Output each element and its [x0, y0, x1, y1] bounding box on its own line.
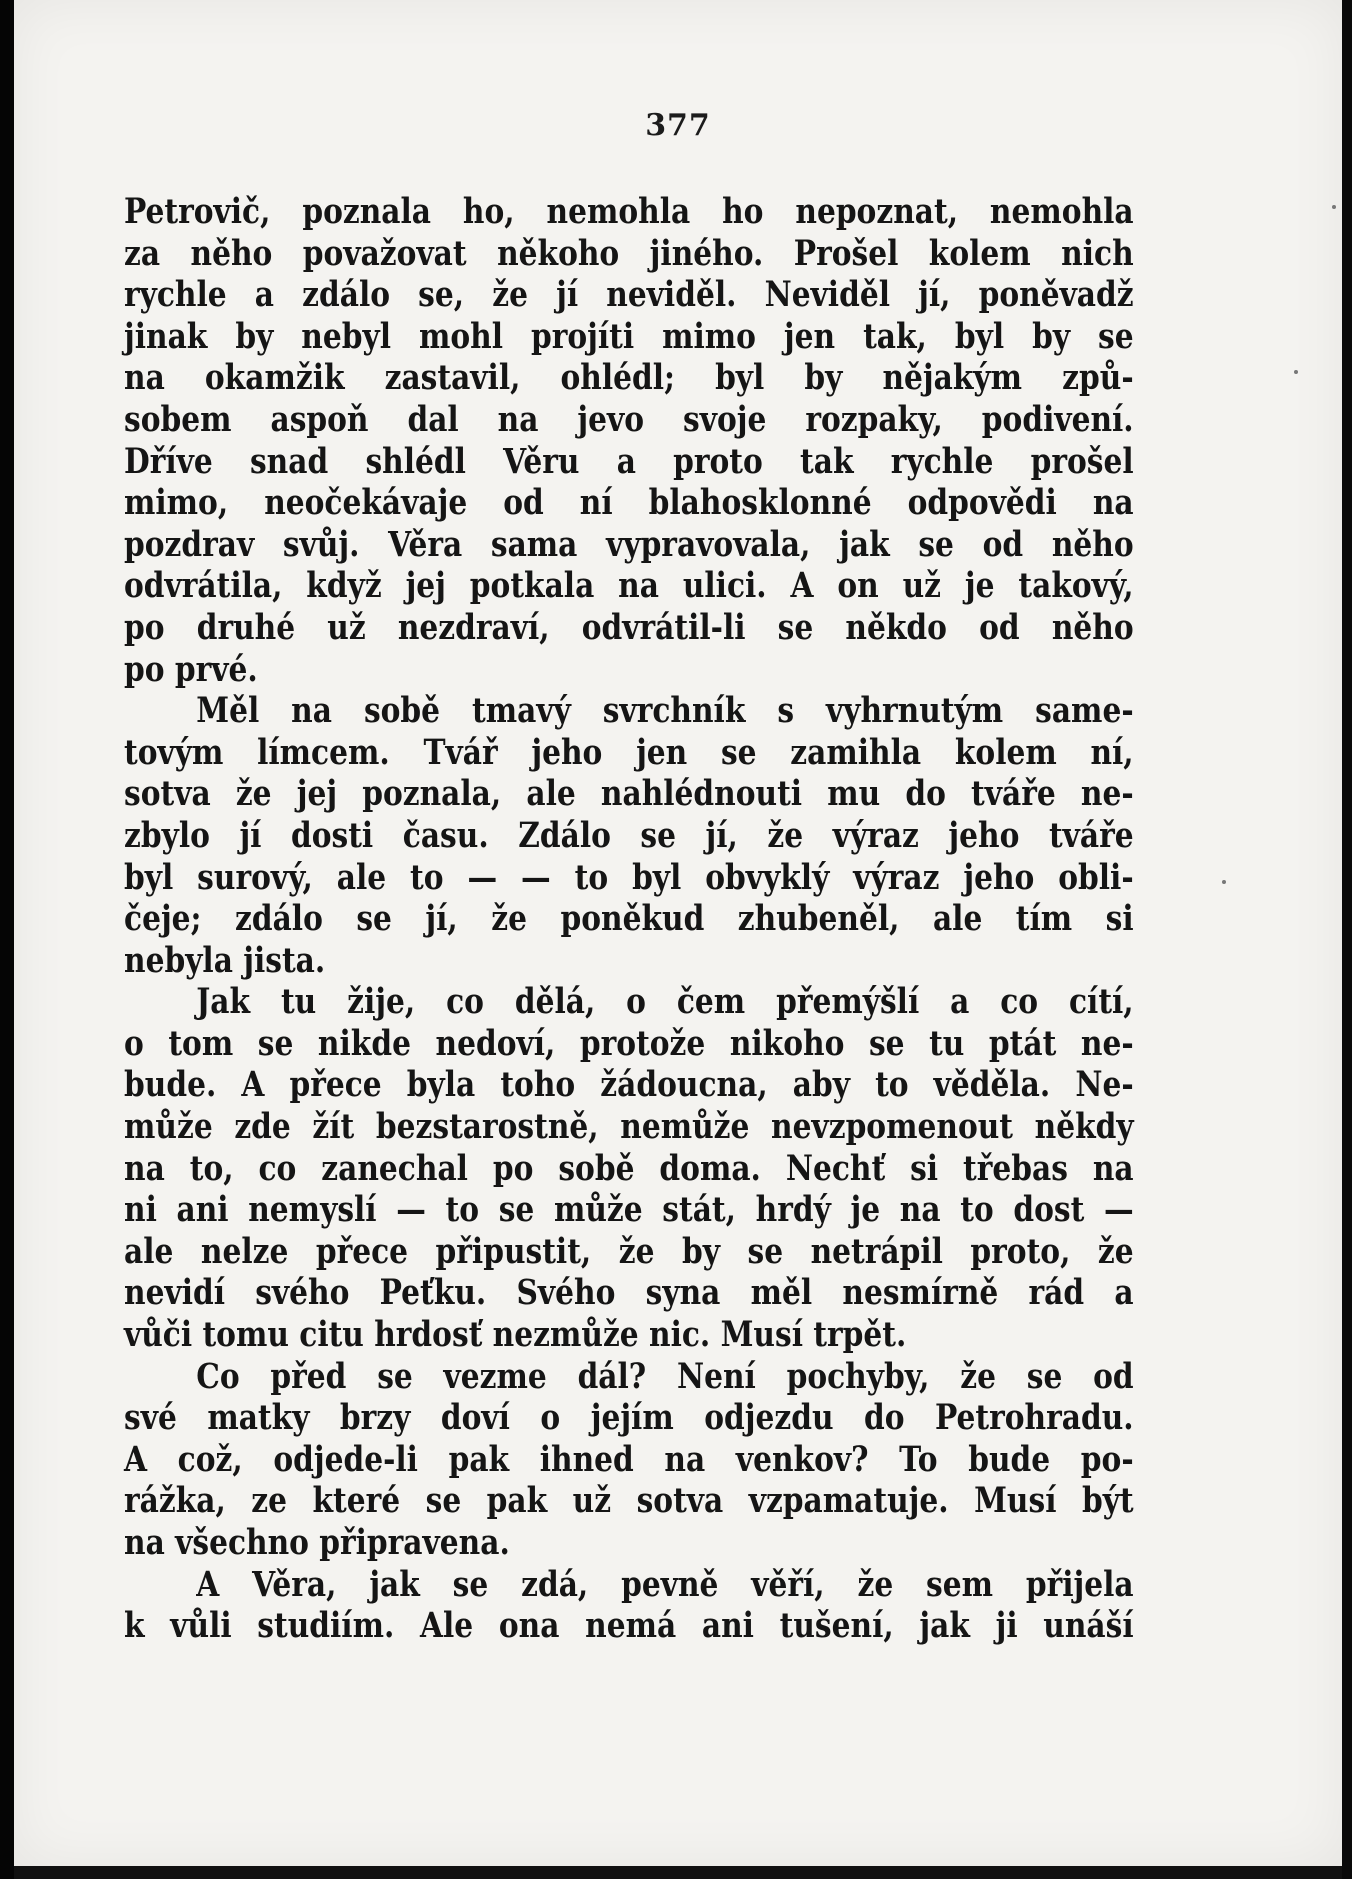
text-line: zbylo jí dosti času. Zdálo se jí, že výraz jeho tváře	[124, 815, 1134, 856]
text-line: může zde žít bezstarostně, nemůže nevzpomenout někdy	[124, 1107, 1134, 1148]
text-line: na všechno připravena.	[124, 1523, 510, 1563]
page-number: 377	[645, 108, 711, 143]
text-line: A což, odjede-li pak ihned na venkov? To bude po-	[124, 1439, 1134, 1480]
text-line: k vůli studiím. Ale ona nemá ani tušení, jak ji unáší	[124, 1606, 1134, 1647]
text-line: rážka, ze které se pak už sotva vzpamatuje. Musí být	[124, 1481, 1134, 1522]
text-line: čeje; zdálo se jí, že poněkud zhubeněl, ale tím si	[124, 899, 1134, 940]
text-line: ni ani nemyslí — to se může stát, hrdý je na to dost —	[124, 1190, 1134, 1231]
text-line: Jak tu žije, co dělá, o čem přemýšlí a co cítí,	[196, 982, 1134, 1023]
book-page	[14, 0, 1342, 1866]
text-line: na to, co zanechal po sobě doma. Nechť si třebas na	[124, 1148, 1134, 1189]
text-line: sotva že jej poznala, ale nahlédnouti mu do tváře ne-	[124, 774, 1134, 815]
text-line: rychle a zdálo se, že jí neviděl. Neviděl jí, poněvadž	[124, 275, 1134, 316]
text-line: byl surový, ale to — — to byl obvyklý výraz jeho obli-	[124, 857, 1134, 898]
scan-speck	[1294, 370, 1298, 374]
scan-edge-left	[0, 0, 14, 1879]
text-line: za něho považovat někoho jiného. Prošel kolem nich	[124, 233, 1134, 274]
scan-edge-right	[1342, 0, 1352, 1879]
text-line: Dříve snad shlédl Věru a proto tak rychle prošel	[124, 441, 1134, 482]
text-line: sobem aspoň dal na jevo svoje rozpaky, podivení.	[124, 399, 1134, 440]
text-line: po prvé.	[124, 649, 258, 690]
text-line: A Věra, jak se zdá, pevně věří, že sem přijela	[196, 1564, 1134, 1605]
text-line: nebyla jista.	[124, 940, 326, 981]
text-line: na okamžik zastavil, ohlédl; byl by nějakým způ-	[124, 358, 1134, 399]
text-line: tovým límcem. Tvář jeho jen se zamihla kolem ní,	[124, 732, 1134, 773]
text-line: ale nelze přece připustit, že by se netrápil proto, že	[124, 1231, 1134, 1272]
text-line: Co před se vezme dál? Není pochyby, že se od	[196, 1356, 1134, 1397]
text-line: vůči tomu citu hrdosť nezmůže nic. Musí trpět.	[124, 1315, 907, 1356]
body-text	[124, 192, 1134, 1648]
text-line: jinak by nebyl mohl projíti mimo jen tak, byl by se	[124, 316, 1134, 357]
scan-speck	[1332, 205, 1336, 209]
text-line: pozdrav svůj. Věra sama vypravovala, jak se od něho	[124, 524, 1134, 565]
text-line: bude. A přece byla toho žádoucna, aby to věděla. Ne-	[124, 1065, 1134, 1106]
text-line: Petrovič, poznala ho, nemohla ho nepoznat, nemohla	[124, 192, 1134, 232]
text-line: odvrátila, když jej potkala na ulici. A on už je takový,	[124, 566, 1134, 607]
text-line: mimo, neočekávaje od ní blahosklonné odpovědi na	[124, 483, 1134, 524]
text-line: po druhé už nezdraví, odvrátil-li se někdo od něho	[124, 607, 1134, 648]
text-line: nevidí svého Peťku. Svého syna měl nesmírně rád a	[124, 1273, 1134, 1314]
text-line: Měl na sobě tmavý svrchník s vyhrnutým same-	[196, 691, 1134, 732]
text-line: své matky brzy doví o jejím odjezdu do Petrohradu.	[124, 1398, 1134, 1439]
scan-speck	[1222, 880, 1226, 884]
text-line: o tom se nikde nedoví, protože nikoho se tu ptát ne-	[124, 1023, 1134, 1064]
